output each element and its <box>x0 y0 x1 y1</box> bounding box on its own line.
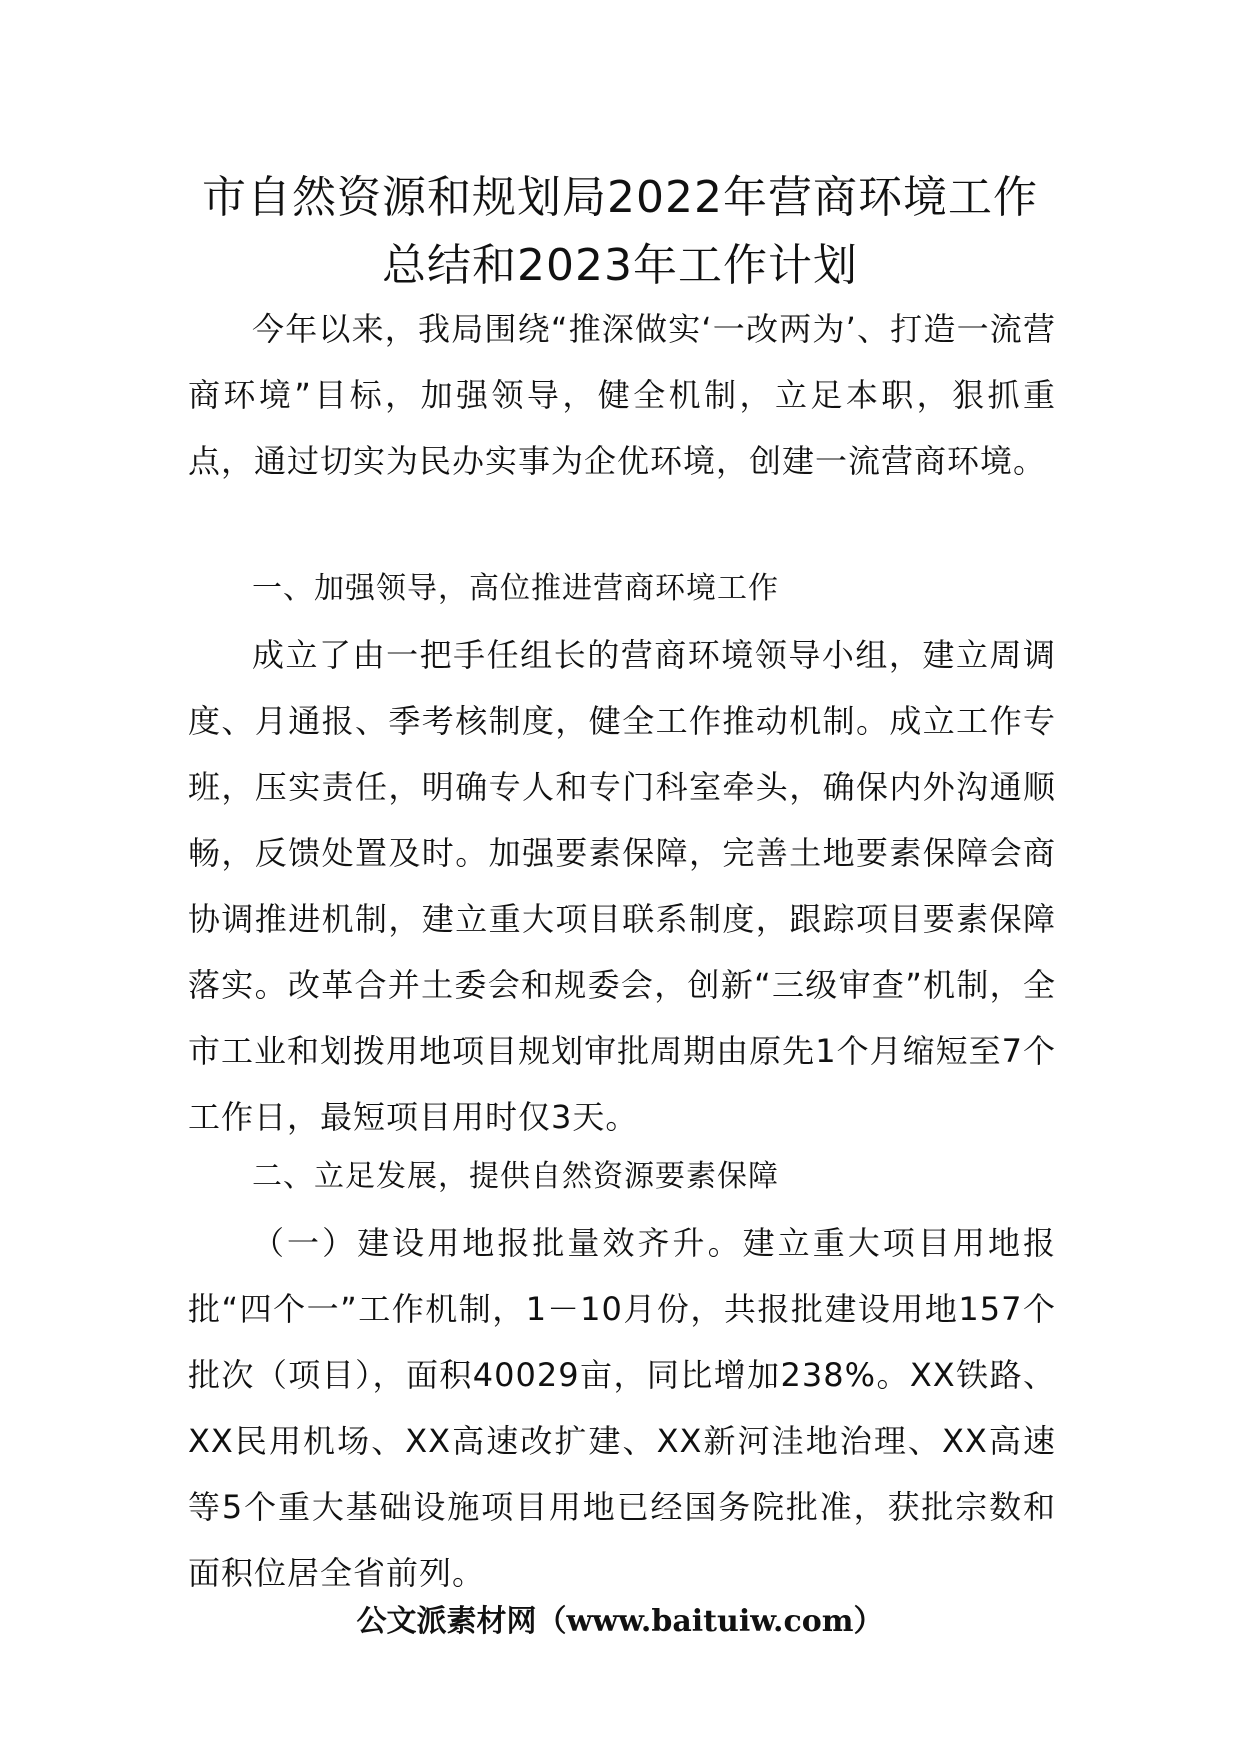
section-2-paragraph: （一）建设用地报批量效齐升。建立重大项目用地报批“四个一”工作机制，1－10月份，共报批建设用地157个批次（项目），面积40029亩，同比增加238%。XX铁路、XX民用机场、XX高速改扩建、XX新河洼地治理、XX高速等5个重大基础设施项目用地已经国务院批准，获批宗数和面积位居全省前列。 <box>188 1224 1056 1592</box>
document-title-line-1: 市自然资源和规划局2022年营商环境工作 <box>202 172 1038 223</box>
intro-paragraph: 今年以来，我局围绕“推深做实‘一改两为’、打造一流营商环境”目标，加强领导，健全机制，立足本职，狠抓重点，通过切实为民办实事为企优环境，创建一流营商环境。 <box>188 310 1056 480</box>
section-1-paragraph: 成立了由一把手任组长的营商环境领导小组，建立周调度、月通报、季考核制度，健全工作推动机制。成立工作专班，压实责任，明确专人和专门科室牵头，确保内外沟通顺畅，反馈处置及时。加强要素保障，完善土地要素保障会商协调推进机制，建立重大项目联系制度，跟踪项目要素保障落实。改革合并土委会和规委会，创新“三级审查”机制，全市工业和划拨用地项目规划审批周期由原先1个月缩短至7个工作日，最短项目用时仅3天。 <box>188 636 1056 1136</box>
document-title-line-2: 总结和2023年工作计划 <box>382 240 858 291</box>
watermark-footer: 公文派素材网（www.baituiw.com） <box>356 1604 884 1639</box>
section-2-heading: 二、立足发展，提供自然资源要素保障 <box>252 1159 779 1194</box>
section-1-heading: 一、加强领导，高位推进营商环境工作 <box>252 571 779 606</box>
